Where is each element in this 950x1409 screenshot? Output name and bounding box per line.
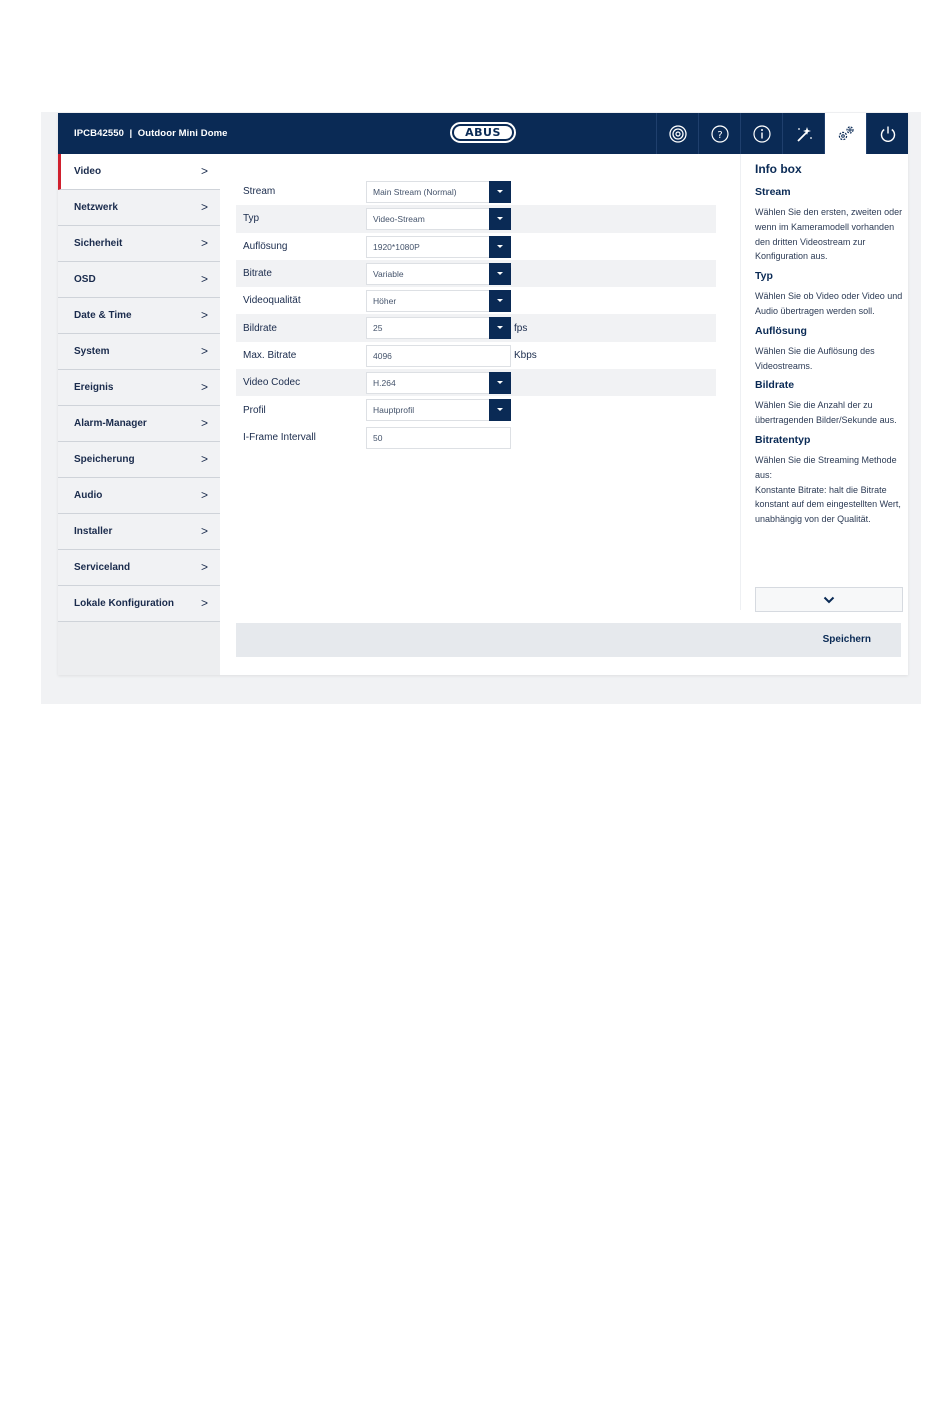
form-row-iframe-intervall [236, 424, 716, 451]
sidebar-item-label: Sicherheit [74, 238, 123, 249]
info-heading: Bitratentyp [755, 433, 811, 446]
sidebar-item-date-time[interactable] [58, 298, 220, 334]
aufloesung-select[interactable] [366, 236, 511, 258]
wizard-icon[interactable] [782, 113, 824, 154]
sidebar-item-serviceland[interactable] [58, 550, 220, 586]
max-bitrate-input[interactable] [366, 345, 511, 367]
help-icon[interactable] [698, 113, 740, 154]
sidebar-item-label: Netzwerk [74, 202, 118, 213]
sidebar-item-osd[interactable] [58, 262, 220, 298]
videoqualitaet-select[interactable] [366, 290, 511, 312]
sidebar-item-sicherheit[interactable] [58, 226, 220, 262]
form-row-bitrate [236, 260, 716, 287]
info-box-title: Info box [755, 162, 802, 176]
sidebar-item-installer[interactable] [58, 514, 220, 550]
info-heading: Auflösung [755, 324, 807, 337]
select-value: Höher [373, 296, 397, 307]
dropdown-arrow-icon[interactable] [489, 290, 511, 312]
dropdown-arrow-icon[interactable] [489, 399, 511, 421]
field-label: Profil [243, 404, 266, 416]
info-icon[interactable] [740, 113, 782, 154]
info-heading: Stream [755, 186, 791, 198]
chevron-right-icon: > [200, 560, 208, 574]
sidebar-item-label: Alarm-Manager [74, 418, 147, 429]
svg-text:?: ? [716, 129, 723, 141]
save-bar [236, 623, 901, 657]
chevron-right-icon: > [200, 380, 208, 394]
dropdown-arrow-icon[interactable] [489, 263, 511, 285]
video-settings-form [236, 178, 716, 451]
sidebar-item-label: Lokale Konfiguration [74, 598, 174, 609]
sidebar-item-speicherung[interactable] [58, 442, 220, 478]
dropdown-arrow-icon[interactable] [489, 181, 511, 203]
input-value: 50 [373, 432, 383, 443]
field-label: Videoqualität [243, 295, 301, 307]
settings-icon[interactable] [824, 113, 866, 154]
power-icon[interactable] [866, 113, 908, 154]
input-value: 4096 [373, 350, 392, 361]
sidebar-item-label: Audio [74, 490, 103, 501]
bitrate-select[interactable] [366, 263, 511, 285]
chevron-right-icon: > [200, 272, 208, 286]
dropdown-arrow-icon[interactable] [489, 236, 511, 258]
abus-logo [450, 122, 516, 143]
dropdown-arrow-icon[interactable] [489, 372, 511, 394]
select-value: Main Stream (Normal) [373, 187, 457, 197]
chevron-right-icon: > [200, 596, 208, 610]
field-label: Stream [243, 186, 276, 198]
chevron-right-icon: > [200, 308, 208, 322]
select-value: Variable [373, 268, 404, 279]
select-value: H.264 [373, 378, 396, 389]
info-box-content [755, 186, 905, 587]
unit-label: Kbps [514, 349, 537, 361]
sidebar-item-label: Speicherung [74, 454, 135, 465]
form-row-stream [236, 178, 716, 205]
profil-select[interactable] [366, 399, 511, 421]
info-text: Wählen Sie den ersten, zweiten oder wenn im Kameramodell vorhanden den dritten Videostream zur Konfiguration aus. [755, 207, 903, 262]
header-toolbar [656, 113, 908, 154]
select-value: Video-Stream [373, 214, 425, 225]
sidebar-item-label: Serviceland [74, 562, 131, 573]
chevron-right-icon: > [200, 236, 208, 250]
select-value: 1920*1080P [373, 241, 420, 252]
form-row-video-codec [236, 369, 716, 396]
field-label: Max. Bitrate [243, 349, 297, 361]
save-button[interactable]: Speichern [822, 634, 871, 645]
form-row-videoqualitaet [236, 287, 716, 314]
dropdown-arrow-icon[interactable] [489, 317, 511, 339]
stream-select[interactable] [366, 181, 511, 203]
sidebar-item-ereignis[interactable] [58, 370, 220, 406]
sidebar-nav [58, 154, 220, 675]
typ-select[interactable] [366, 208, 511, 230]
bildrate-select[interactable] [366, 317, 511, 339]
sidebar-item-label: Installer [74, 526, 113, 537]
sidebar-item-video[interactable] [58, 154, 220, 190]
chevron-right-icon: > [200, 488, 208, 502]
field-label: Auflösung [243, 240, 288, 252]
form-row-aufloesung [236, 233, 716, 260]
iframe-intervall-input[interactable] [366, 427, 511, 449]
chevron-right-icon: > [200, 416, 208, 430]
sidebar-item-label: OSD [74, 274, 96, 285]
select-value: 25 [373, 323, 383, 334]
sidebar-item-label: Video [74, 166, 102, 177]
sidebar-item-label: Ereignis [74, 382, 114, 393]
info-text: Wählen Sie ob Video oder Video und Audio übertragen werden soll. [755, 291, 903, 316]
unit-label: fps [514, 322, 528, 334]
field-label: Bildrate [243, 322, 277, 334]
select-value: Hauptprofil [373, 405, 415, 416]
chevron-right-icon: > [200, 452, 208, 466]
chevron-right-icon: > [200, 524, 208, 538]
dropdown-arrow-icon[interactable] [489, 208, 511, 230]
app-window [58, 113, 908, 675]
form-row-typ [236, 205, 716, 232]
info-text: Wählen Sie die Auflösung des Videostreams. [755, 345, 875, 371]
info-box [740, 154, 908, 610]
sidebar-item-label: Date & Time [74, 310, 132, 321]
sidebar-item-system[interactable] [58, 334, 220, 370]
info-text: Wählen Sie die Streaming Methode aus: Konstante Bitrate: halt die Bitrate konstant auf dem eingestellten Wert, unabhängig von der Qualität. [755, 454, 901, 525]
field-label: I-Frame Intervall [243, 431, 316, 443]
sidebar-item-label: System [74, 346, 110, 357]
form-row-bildrate [236, 314, 716, 341]
sidebar-item-audio[interactable] [58, 478, 220, 514]
chevron-down-icon [823, 596, 835, 604]
form-row-profil [236, 396, 716, 423]
info-heading: Typ [755, 270, 773, 283]
top-header [58, 113, 908, 154]
camera-lens-icon[interactable] [656, 113, 698, 154]
sidebar-item-lokale-konfiguration[interactable] [58, 586, 220, 622]
video-codec-select[interactable] [366, 372, 511, 394]
logo-text: ABUS [454, 126, 512, 139]
info-scroll-down-button[interactable] [755, 587, 903, 612]
chevron-right-icon: > [200, 164, 208, 178]
info-heading: Bildrate [755, 379, 795, 392]
field-label: Bitrate [243, 268, 272, 280]
device-title: IPCB42550 | Outdoor Mini Dome [74, 128, 228, 139]
info-text: Wählen Sie die Anzahl der zu übertragenden Bilder/Sekunde aus. [755, 400, 897, 426]
field-label: Typ [243, 213, 260, 225]
chevron-right-icon: > [200, 200, 208, 214]
chevron-right-icon: > [200, 344, 208, 358]
field-label: Video Codec [243, 377, 301, 389]
form-row-max-bitrate [236, 342, 716, 369]
sidebar-item-netzwerk[interactable] [58, 190, 220, 226]
sidebar-item-alarm-manager[interactable] [58, 406, 220, 442]
